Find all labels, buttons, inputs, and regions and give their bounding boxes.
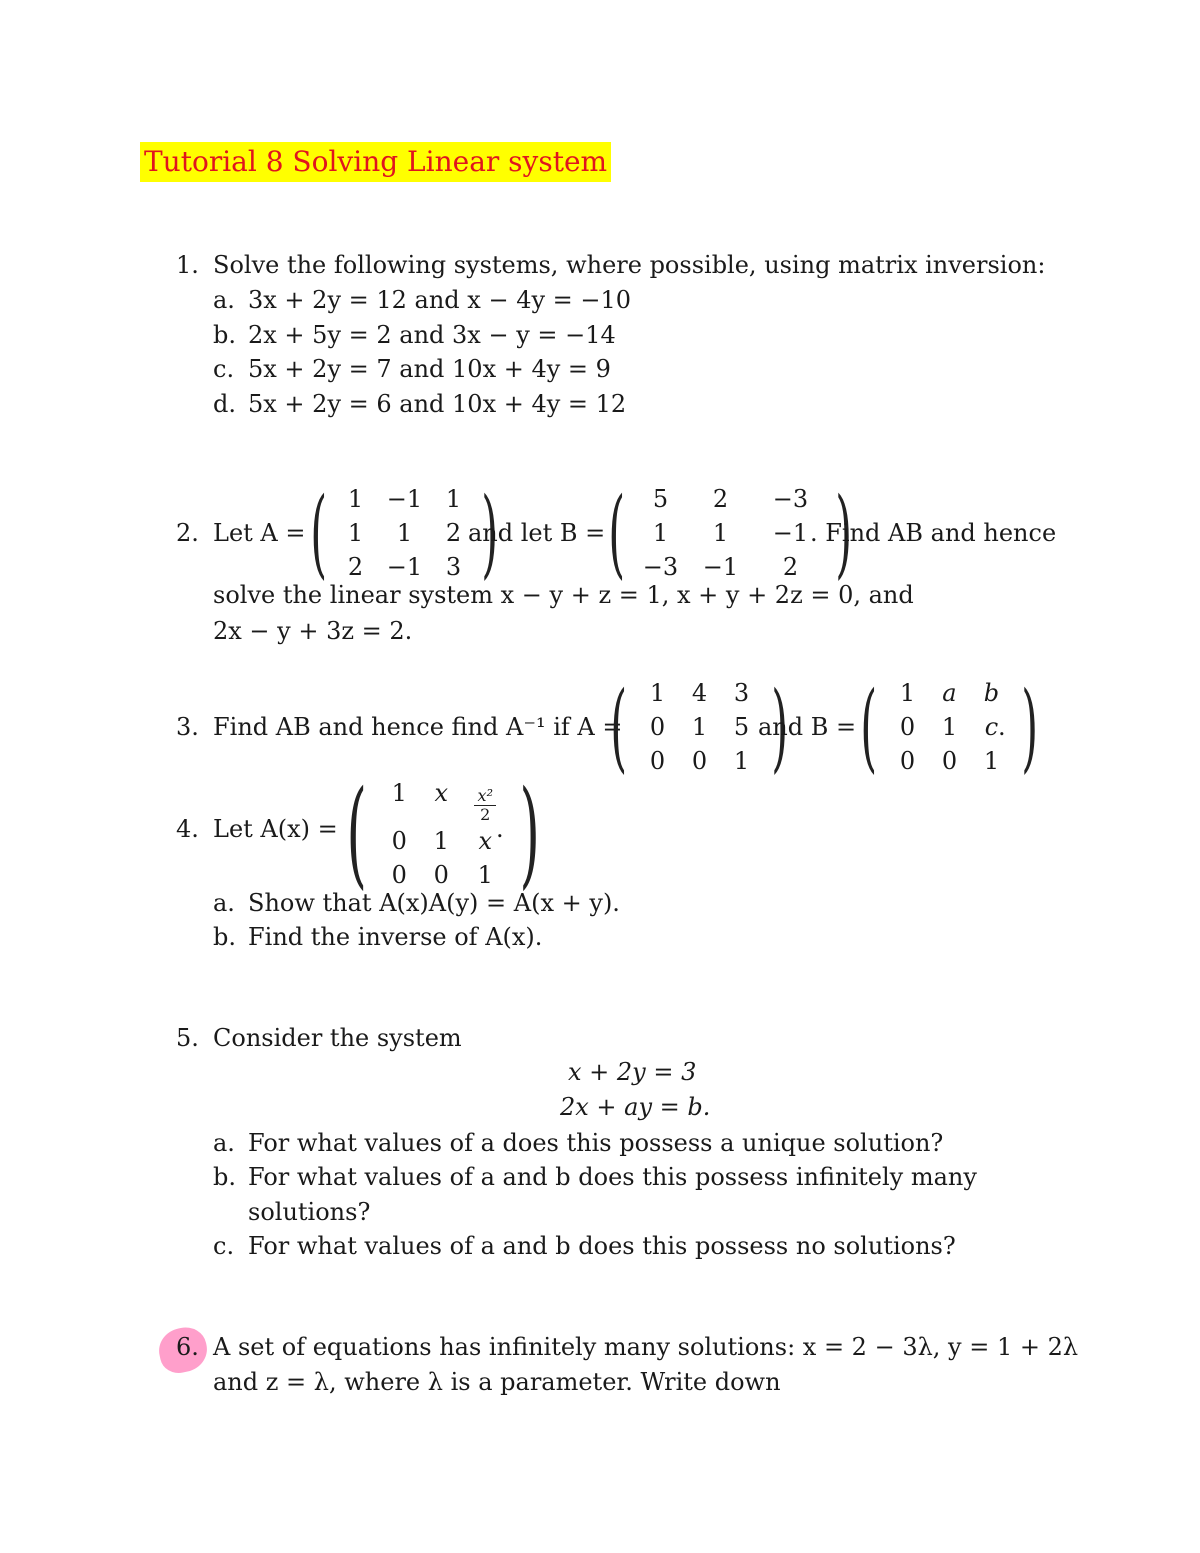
matrix-cell: 2 [712, 485, 729, 513]
q1-item-d-text: 5x + 2y = 6 and 10x + 4y = 12 [248, 390, 627, 418]
matrix-cell: 1 [941, 713, 958, 741]
page-title: Tutorial 8 Solving Linear system [140, 142, 611, 182]
matrix-cell: 4 [691, 679, 708, 707]
matrix-cell: 0 [391, 861, 407, 889]
matrix-cell: 1 [391, 779, 407, 807]
matrix-cell: b [983, 679, 1000, 707]
matrix-cell: 0 [941, 747, 958, 775]
q5-item-a-text: For what values of a does this possess a unique solution? [248, 1129, 944, 1157]
matrix-cell: 2 [445, 519, 462, 547]
matrix-cell: 1 [649, 679, 666, 707]
matrix-cell: 1 [347, 485, 364, 513]
matrix-cell: −1 [702, 553, 739, 581]
matrix-cell: x [434, 779, 449, 807]
matrix-cell: 0 [649, 747, 666, 775]
matrix-cell: 2 [782, 553, 799, 581]
q3-text: Find AB and hence find A⁻¹ if A = [213, 713, 623, 741]
matrix-cell: 0 [899, 747, 916, 775]
matrix-cell: −1 [386, 485, 423, 513]
q3-and-b: and B = [758, 713, 857, 741]
q2-line-3: 2x − y + 3z = 2. [213, 617, 413, 645]
q4-end: . [496, 815, 504, 843]
q2-line-2: solve the linear system x − y + z = 1, x + y + 2z = 0, and [213, 581, 914, 609]
matrix-cell: 5 [652, 485, 669, 513]
fraction-numerator: x² [477, 786, 493, 805]
matrix-cell: 1 [347, 519, 364, 547]
q4-let: Let A(x) = [213, 815, 338, 843]
matrix-cell: −1 [772, 519, 809, 547]
matrix-cell: 2 [347, 553, 364, 581]
q1-item-c-text: 5x + 2y = 7 and 10x + 4y = 9 [248, 355, 611, 383]
matrix-cell: 0 [433, 861, 449, 889]
question-1-text: Solve the following systems, where possible, using matrix inversion: [213, 251, 1046, 279]
matrix-cell: −3 [642, 553, 679, 581]
q3-end: . [998, 713, 1006, 741]
q4-item-a-label: a. [213, 889, 235, 917]
matrix-cell: 1 [652, 519, 669, 547]
matrix-cell: 1 [433, 827, 449, 855]
question-3-number: 3. [176, 713, 199, 741]
matrix-cell: 1 [983, 747, 1000, 775]
q4-matrix: ( 1 x $\frac{\text{x²}}{2}$ 0 1 x 0 0 1 ) [346, 766, 541, 901]
q5-text: Consider the system [213, 1024, 462, 1052]
q1-item-c-label: c. [213, 355, 235, 383]
q2-find-text: . Find AB and hence [810, 519, 1057, 547]
q5-equation-2: 2x + ay = b. [560, 1093, 711, 1121]
q3-matrix-b: ( 1 a b 0 1 c 0 0 1 ) [860, 671, 1039, 783]
matrix-cell: 3 [733, 679, 750, 707]
q6-line-1: A set of equations has infinitely many solutions: x = 2 − 3λ, y = 1 + 2λ [213, 1333, 1079, 1361]
matrix-cell: c [984, 713, 999, 741]
q5-item-c-text: For what values of a and b does this possess no solutions? [248, 1232, 956, 1260]
matrix-cell: 0 [649, 713, 666, 741]
q1-item-d-label: d. [213, 390, 236, 418]
matrix-cell: 1 [477, 861, 493, 889]
q5-item-b-text: For what values of a and b does this possess infinitely many [248, 1163, 977, 1191]
q5-item-a-label: a. [213, 1129, 235, 1157]
question-6-number: 6. [176, 1333, 199, 1361]
question-2-number: 2. [176, 519, 199, 547]
q6-line-2: and z = λ, where λ is a parameter. Write down [213, 1368, 781, 1396]
matrix-cell: 5 [733, 713, 750, 741]
fraction-denominator: 2 [480, 805, 491, 824]
q2-matrix-b: ( 5 2 −3 1 1 −1 −3 −1 2 ) [608, 477, 853, 589]
q1-item-b-text: 2x + 5y = 2 and 3x − y = −14 [248, 321, 616, 349]
q1-item-b-label: b. [213, 321, 236, 349]
matrix-cell: 1 [733, 747, 750, 775]
q5-item-c-label: c. [213, 1232, 235, 1260]
q1-item-a-label: a. [213, 286, 235, 314]
q2-let-a: Let A = [213, 519, 306, 547]
matrix-cell: 1 [712, 519, 729, 547]
q2-and-let-b: and let B = [468, 519, 606, 547]
q3-matrix-a: ( 1 4 3 0 1 5 0 0 1 ) [610, 671, 789, 783]
question-1-number: 1. [176, 251, 199, 279]
q5-equation-1: x + 2y = 3 [568, 1058, 697, 1086]
matrix-cell: 0 [691, 747, 708, 775]
matrix-cell: x [478, 827, 493, 855]
matrix-cell: 3 [445, 553, 462, 581]
matrix-cell: −1 [386, 553, 423, 581]
q2-matrix-a: ( 1 −1 1 1 1 2 2 −1 3 ) [310, 477, 499, 589]
question-4-number: 4. [176, 815, 199, 843]
matrix-cell: 1 [445, 485, 462, 513]
matrix-cell: 1 [899, 679, 916, 707]
q5-item-b-continued: solutions? [248, 1198, 371, 1226]
q1-item-a-text: 3x + 2y = 12 and x − 4y = −10 [248, 286, 632, 314]
q4-item-b-text: Find the inverse of A(x). [248, 923, 543, 951]
question-5-number: 5. [176, 1024, 199, 1052]
matrix-cell: a [942, 679, 957, 707]
matrix-cell: 0 [391, 827, 407, 855]
q4-item-a-text: Show that A(x)A(y) = A(x + y). [248, 889, 620, 917]
matrix-cell: −3 [772, 485, 809, 513]
q4-item-b-label: b. [213, 923, 236, 951]
matrix-cell: 1 [691, 713, 708, 741]
matrix-cell: 0 [899, 713, 916, 741]
matrix-cell: 1 [396, 519, 413, 547]
q5-item-b-label: b. [213, 1163, 236, 1191]
